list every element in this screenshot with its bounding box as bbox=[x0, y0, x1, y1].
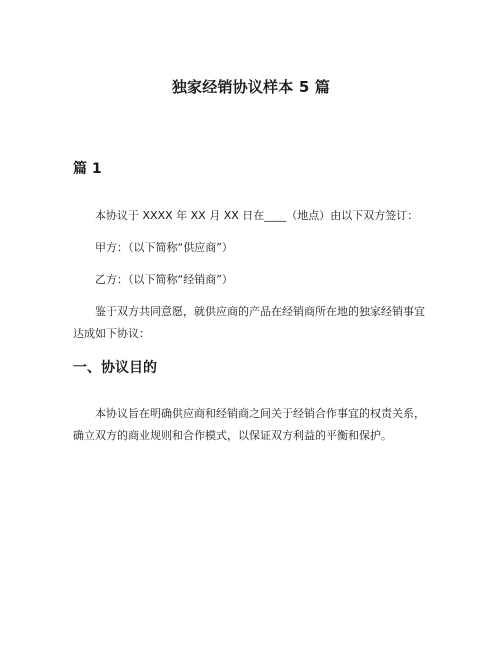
document-title: 独家经销协议样本 5 篇 bbox=[171, 78, 331, 96]
party-b-paragraph: 乙方：（以下简称“经销商”） bbox=[95, 273, 233, 286]
consensus-paragraph: 鉴于双方共同意愿，就供应商的产品在经销商所在地的独家经销事宜达成如下协议： bbox=[73, 305, 425, 340]
section-heading-purpose: 一、协议目的 bbox=[73, 360, 157, 376]
party-a-paragraph: 甲方：（以下简称“供应商”） bbox=[95, 241, 233, 254]
purpose-paragraph: 本协议旨在明确供应商和经销商之间关于经销合作事宜的权责关系，确立双方的商业规则和合作模式，以保证双方利益的平衡和保护。 bbox=[73, 407, 425, 442]
part-heading: 篇 1 bbox=[73, 161, 102, 177]
intro-paragraph: 本协议于 XXXX 年 XX 月 XX 日在____（地点）由以下双方签订： bbox=[95, 209, 419, 222]
